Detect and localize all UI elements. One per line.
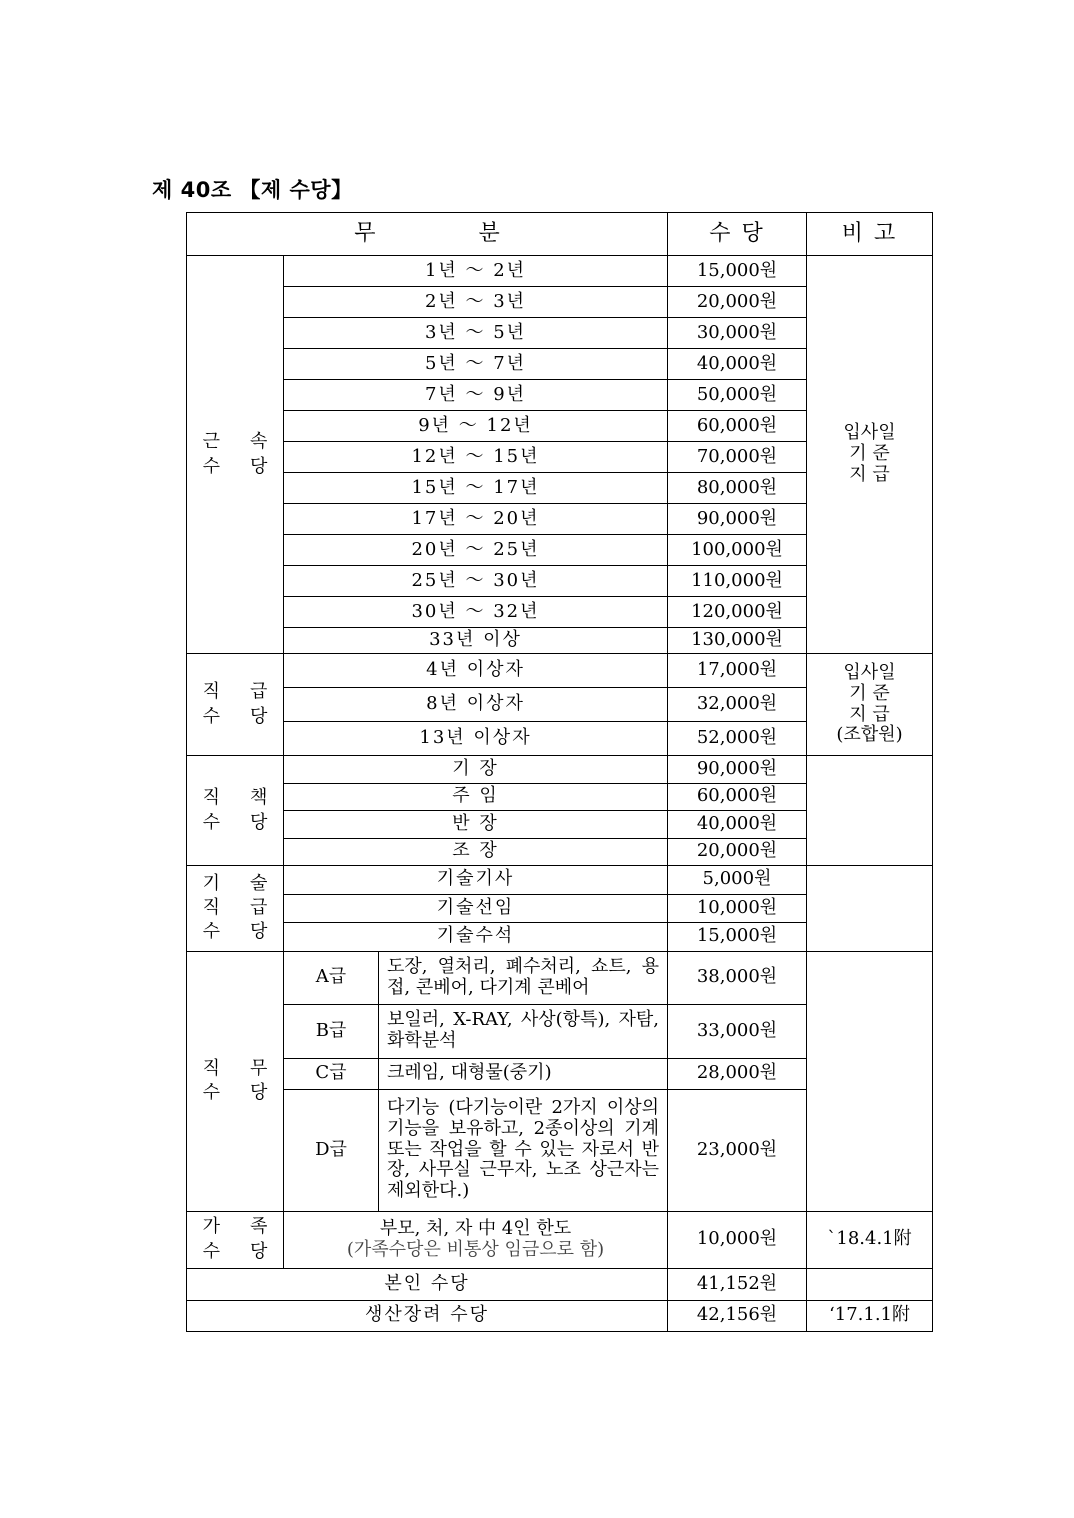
category-char: 급 <box>250 897 268 919</box>
table-row <box>187 256 933 287</box>
duty-grade-cell: C급 <box>284 1058 379 1089</box>
amount-cell: 32,000원 <box>668 688 807 722</box>
category-char: 급 <box>250 681 268 703</box>
amount-cell: 20,000원 <box>668 287 807 318</box>
amount-cell: 10,000원 <box>668 894 807 923</box>
header-remark: 비 고 <box>807 213 933 256</box>
category-char: 당 <box>250 921 268 943</box>
family-remark: `18.4.1附 <box>807 1211 933 1268</box>
category-char: 수 <box>202 811 220 833</box>
category-char: 가 <box>202 1216 220 1238</box>
category-char: 근 <box>202 431 220 453</box>
position-remark <box>807 756 933 866</box>
category-char: 직 <box>202 787 220 809</box>
range-cell: 17년 ～ 20년 <box>284 504 668 535</box>
remark-line: (조합원) <box>836 724 903 746</box>
production-remark: ‘17.1.1附 <box>807 1300 933 1331</box>
amount-cell: 130,000원 <box>668 628 807 654</box>
range-cell: 기 장 <box>284 756 668 784</box>
table-row <box>187 1268 933 1300</box>
remark-line: 입사일 <box>843 422 896 444</box>
article-title: 제 40조 【제 수당】 <box>152 178 353 202</box>
amount-cell: 41,152원 <box>668 1268 807 1300</box>
table-row <box>187 1211 933 1268</box>
range-cell: 7년 ～ 9년 <box>284 380 668 411</box>
amount-cell: 80,000원 <box>668 473 807 504</box>
personal-label: 본인 수당 <box>187 1268 668 1300</box>
category-char: 당 <box>250 1082 268 1103</box>
header-category: 무 분 <box>187 213 668 256</box>
category-label <box>187 1215 283 1264</box>
category-label <box>187 680 283 729</box>
range-cell: 13년 이상자 <box>284 722 668 756</box>
category-label <box>187 872 283 945</box>
category-char: 속 <box>250 431 268 453</box>
category-label <box>187 1057 283 1106</box>
category-char: 무 <box>250 1057 268 1079</box>
duty-remark <box>807 951 933 1211</box>
category-char: 수 <box>202 705 220 727</box>
amount-cell: 33,000원 <box>668 1004 807 1058</box>
category-label <box>187 430 283 479</box>
category-char: 당 <box>250 811 268 833</box>
technical-remark <box>807 866 933 952</box>
duty-grade-cell: D급 <box>284 1089 379 1211</box>
range-cell: 25년 ～ 30년 <box>284 566 668 597</box>
grade-label <box>187 654 284 756</box>
category-char: 수 <box>202 1082 220 1103</box>
family-desc-cell <box>284 1211 668 1268</box>
category-char: 수 <box>202 455 220 477</box>
remark-line: 기 준 <box>849 682 890 704</box>
table-row <box>187 951 933 1004</box>
range-cell: 1년 ～ 2년 <box>284 256 668 287</box>
personal-remark <box>807 1268 933 1300</box>
remark-line: 지 급 <box>849 703 890 725</box>
amount-cell: 10,000원 <box>668 1211 807 1268</box>
remark-line: 지 급 <box>849 463 890 485</box>
amount-cell: 15,000원 <box>668 256 807 287</box>
table-row <box>187 756 933 784</box>
duty-grade-cell: B급 <box>284 1004 379 1058</box>
amount-cell: 90,000원 <box>668 756 807 784</box>
range-cell: 8년 이상자 <box>284 688 668 722</box>
range-cell: 30년 ～ 32년 <box>284 597 668 628</box>
table-row <box>187 654 933 688</box>
duty-label <box>187 951 284 1211</box>
remark-line: 입사일 <box>843 662 896 684</box>
allowance-table <box>186 212 933 1332</box>
range-cell: 12년 ～ 15년 <box>284 442 668 473</box>
amount-cell: 100,000원 <box>668 535 807 566</box>
duty-desc-cell: 다기능 (다기능이란 2가지 이상의 기능을 보유하고, 2종이상의 기계 또는 작업을 할 수 있는 자로서 반장, 사무실 근무자, 노조 상근자는 제외한다.) <box>379 1089 668 1211</box>
category-char: 책 <box>250 787 268 809</box>
family-desc-line: 부모, 처, 자 中 4인 한도 <box>379 1217 572 1239</box>
amount-cell: 60,000원 <box>668 411 807 442</box>
range-cell: 반 장 <box>284 811 668 839</box>
category-label <box>187 786 283 835</box>
category-char: 술 <box>250 872 268 894</box>
range-cell: 9년 ～ 12년 <box>284 411 668 442</box>
amount-cell: 40,000원 <box>668 811 807 839</box>
amount-cell: 70,000원 <box>668 442 807 473</box>
family-desc-line: (가족수당은 비통상 임금으로 함) <box>346 1238 605 1260</box>
range-cell: 기술선임 <box>284 894 668 923</box>
category-char: 당 <box>250 1240 268 1262</box>
category-char: 직 <box>202 1057 220 1079</box>
category-char: 수 <box>202 1240 220 1262</box>
amount-cell: 60,000원 <box>668 783 807 811</box>
range-cell: 2년 ～ 3년 <box>284 287 668 318</box>
range-cell: 주 임 <box>284 783 668 811</box>
production-label: 생산장려 수당 <box>187 1300 668 1331</box>
amount-cell: 17,000원 <box>668 654 807 688</box>
seniority-label <box>187 256 284 654</box>
seniority-remark <box>807 256 933 654</box>
amount-cell: 42,156원 <box>668 1300 807 1331</box>
amount-cell: 15,000원 <box>668 923 807 952</box>
amount-cell: 120,000원 <box>668 597 807 628</box>
range-cell: 4년 이상자 <box>284 654 668 688</box>
amount-cell: 23,000원 <box>668 1089 807 1211</box>
category-char: 수 <box>202 921 220 943</box>
range-cell: 기술수석 <box>284 923 668 952</box>
duty-grade-cell: A급 <box>284 951 379 1004</box>
duty-desc-cell: 도장, 열처리, 폐수처리, 쇼트, 용접, 콘베어, 다기계 콘베어 <box>379 951 668 1004</box>
range-cell: 3년 ～ 5년 <box>284 318 668 349</box>
range-cell: 20년 ～ 25년 <box>284 535 668 566</box>
category-char: 당 <box>250 705 268 727</box>
range-cell: 33년 이상 <box>284 628 668 654</box>
range-cell: 조 장 <box>284 838 668 866</box>
amount-cell: 20,000원 <box>668 838 807 866</box>
category-char: 당 <box>250 455 268 477</box>
amount-cell: 5,000원 <box>668 866 807 895</box>
duty-desc-cell: 보일러, X-RAY, 사상(항특), 자탐, 화학분석 <box>379 1004 668 1058</box>
table-row <box>187 866 933 895</box>
category-char: 직 <box>202 681 220 703</box>
amount-cell: 90,000원 <box>668 504 807 535</box>
remark-line: 기 준 <box>849 443 890 465</box>
technical-label <box>187 866 284 952</box>
grade-remark <box>807 654 933 756</box>
amount-cell: 50,000원 <box>668 380 807 411</box>
position-label <box>187 756 284 866</box>
amount-cell: 30,000원 <box>668 318 807 349</box>
category-char: 족 <box>250 1216 268 1238</box>
amount-cell: 110,000원 <box>668 566 807 597</box>
amount-cell: 28,000원 <box>668 1058 807 1089</box>
family-label <box>187 1211 284 1268</box>
range-cell: 5년 ～ 7년 <box>284 349 668 380</box>
amount-cell: 40,000원 <box>668 349 807 380</box>
table-row <box>187 1300 933 1331</box>
range-cell: 기술기사 <box>284 866 668 895</box>
header-allowance: 수 당 <box>668 213 807 256</box>
category-char: 직 <box>202 897 220 919</box>
range-cell: 15년 ～ 17년 <box>284 473 668 504</box>
duty-desc-cell: 크레임, 대형물(중기) <box>379 1058 668 1089</box>
amount-cell: 52,000원 <box>668 722 807 756</box>
amount-cell: 38,000원 <box>668 951 807 1004</box>
category-char: 기 <box>202 872 220 894</box>
